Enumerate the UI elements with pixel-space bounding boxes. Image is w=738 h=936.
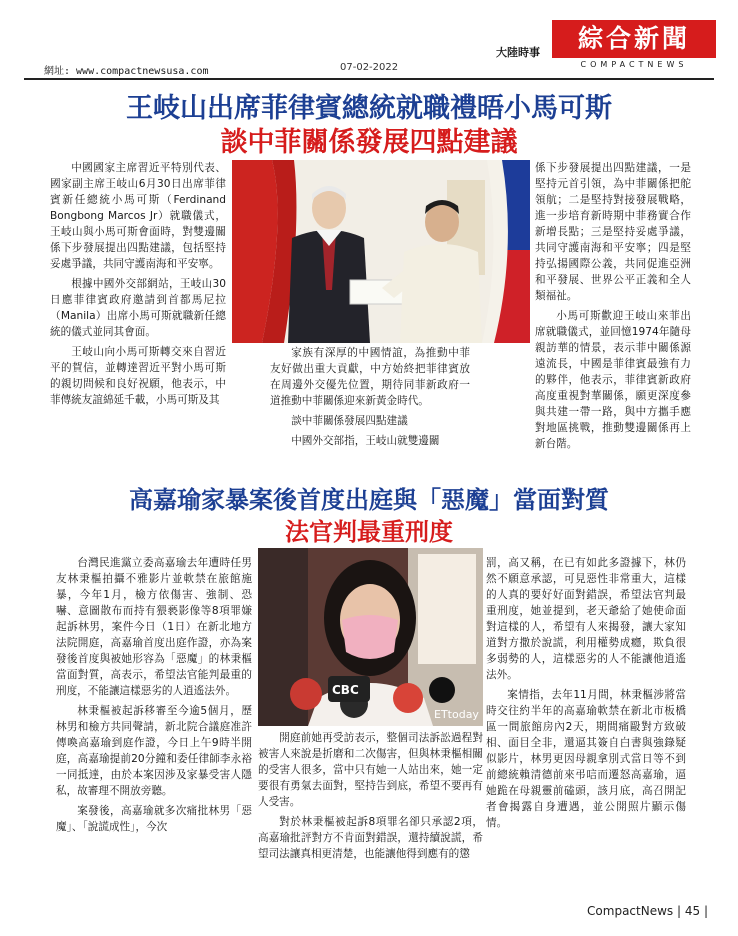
article1-column2 bbox=[270, 345, 470, 453]
article2-title-line2: 法官判最重刑度 bbox=[285, 517, 453, 546]
photo-kao-interview-illustration bbox=[258, 548, 483, 726]
photo-kao-interview bbox=[258, 548, 483, 726]
paragraph: 中國國家主席習近平特別代表、國家副主席王岐山6月30日出席菲律賓新任總統小馬可斯（Ferdinand Bongbong Marcos Jr）就職儀式，王岐山與小馬可斯會面時，對雙邊關係下步發展提出四點建議，包括堅持妥處爭議，共同守護南海和平安寧。 bbox=[50, 162, 226, 270]
page-number: 45 bbox=[684, 904, 701, 918]
photo-wang-marcos bbox=[232, 160, 530, 343]
brand-subtitle: COMPACTNEWS bbox=[580, 60, 688, 69]
page-footer bbox=[587, 904, 708, 918]
subheading: 談中菲關係發展四點建議 bbox=[291, 415, 408, 427]
article1-column3 bbox=[535, 160, 691, 456]
article1-title-line2: 談中菲關係發展四點建議 bbox=[220, 127, 518, 158]
section-label: 大陸時事 bbox=[496, 46, 540, 59]
paragraph: 小馬可斯歡迎王岐山來菲出席就職儀式，並回憶1974年隨母親訪華的情景，表示菲中關係源遠流長，中國是菲律賓最強有力的夥伴，他表示，菲律賓新政府高度重視對華關係，願更深度參與共建一帶一路，與中方攜手應對地區挑戰，推動雙邊關係再上新台階。 bbox=[535, 310, 691, 450]
paragraph: 中國外交部指，王岐山就雙邊關 bbox=[291, 435, 440, 447]
paragraph: 家族有深厚的中國情誼，為推動中菲友好做出重大貢獻，中方始終把菲律賓放在周邊外交優先位置，期待同菲新政府一道推動中菲關係迎來新黃金時代。 bbox=[270, 347, 470, 407]
paragraph: 對於林秉樞被起訴8項罪名卻只承認2項，高嘉瑜批評對方不肯面對錯誤，還持續說謊，希望司法讓真相更清楚，也能讓他得到應有的懲 bbox=[258, 816, 483, 860]
paragraph: 開庭前她再受訪表示，整個司法訴訟過程對被害人來說是折磨和二次傷害，但與林秉樞相關的受害人很多，當中只有她一人站出來，她一定要很有勇氣去面對，堅持告到底，希望不要再有人受害。 bbox=[258, 732, 483, 808]
article2-column3 bbox=[486, 555, 686, 835]
article2-column2 bbox=[258, 730, 483, 866]
svg-text:ETtoday: ETtoday bbox=[434, 708, 479, 721]
footer-divider: | bbox=[703, 904, 708, 918]
svg-text:CBC: CBC bbox=[332, 683, 359, 697]
paragraph: 罰，高又稱，在已有如此多證據下，林仍然不願意承認，可見惡性非常重大，這樣的人真的要好好面對錯誤，希望法官判最重刑度，她並提到，老天爺給了她使命面對這樣的人，希望有人來揭發，讓大家知道對方撒於說謊，利用權勢成癮，欺負很多弱勢的人，這樣惡劣的人不能讓他逍遙法外。 bbox=[486, 557, 686, 681]
article1-column1 bbox=[50, 160, 226, 412]
brand-logo: 綜合新聞 bbox=[552, 20, 716, 58]
article1-title-line1: 王岐山出席菲律賓總統就職禮晤小馬可斯 bbox=[126, 93, 612, 124]
paragraph: 台灣民進黨立委高嘉瑜去年遭時任男友林秉樞拍攝不雅影片並軟禁在旅館施暴，今年1月，檢方依傷害、強制、恐嚇、意圖散布而持有猥褻影像等8項罪嫌起訴林男，案件今日（1日）在新北地方法院開庭，高嘉瑜首度出庭作證，亦為案發後首度與被她形容為「惡魔」的林秉樞當面對質，高表示，希望法官能判最重的刑度，不能讓這樣惡劣的人逍遙法外。 bbox=[56, 557, 252, 697]
paragraph: 案發後，高嘉瑜就多次痛批林男「惡魔」、「說謊成性」，今次 bbox=[56, 805, 252, 833]
issue-date: 07-02-2022 bbox=[340, 62, 399, 73]
photo-wang-marcos-illustration bbox=[232, 160, 530, 343]
paragraph: 王岐山向小馬可斯轉交來自習近平的賀信，並轉達習近平對小馬可斯的親切問候和良好祝願，他表示，中菲傳統友誼綿延千載，小馬可斯及其 bbox=[50, 346, 226, 406]
paragraph: 林秉樞被起訴移審至今逾5個月，歷林男和檢方共同聲請，新北院合議庭准許傳喚高嘉瑜到庭作證，今日上午9時半開庭，高嘉瑜提前20分鐘和委任律師李永裕一同抵達，由於本案因涉及家暴受害人隱私，故審理不開放旁聽。 bbox=[56, 705, 252, 797]
article2-title-line1: 高嘉瑜家暴案後首度出庭與「惡魔」當面對質 bbox=[129, 485, 609, 514]
footer-brand: CompactNews bbox=[587, 904, 674, 918]
paragraph: 係下步發展提出四點建議，一是堅持元首引領，為中菲關係把舵領航；二是堅持對接發展戰略，進一步培育新時期中菲務實合作新增長點；三是堅持妥處爭議，共同守護南海和平安寧；四是堅持弘揚國際公義，共同促進亞洲和平發展、世界公平正義和全人類福祉。 bbox=[535, 162, 691, 302]
website-url: 網址: www.compactnewsusa.com bbox=[44, 66, 209, 77]
paragraph: 根據中國外交部網站，王岐山30日應菲律賓政府邀請到首都馬尼拉（Manila）出席小馬可斯就職新任總統的儀式並同其會面。 bbox=[50, 278, 226, 338]
header-rule bbox=[24, 78, 714, 80]
article2-column1 bbox=[56, 555, 252, 839]
footer-divider: | bbox=[676, 904, 685, 918]
paragraph: 案情指，去年11月間，林秉樞涉將當時交往約半年的高嘉瑜軟禁在新北市板橋區一間旅館房內2天，期間痛毆對方致破相、面目全非，還逼其簽自白書與強錄疑似影片，林男更因母親拿別式當日等不到前總統賴清德前來弔唁而遷怒高嘉瑜，逼她跪在母親靈前磕頭，該月底，高召開記者會揭露自身遭遇，並公開照片顯示傷情。 bbox=[486, 689, 686, 829]
